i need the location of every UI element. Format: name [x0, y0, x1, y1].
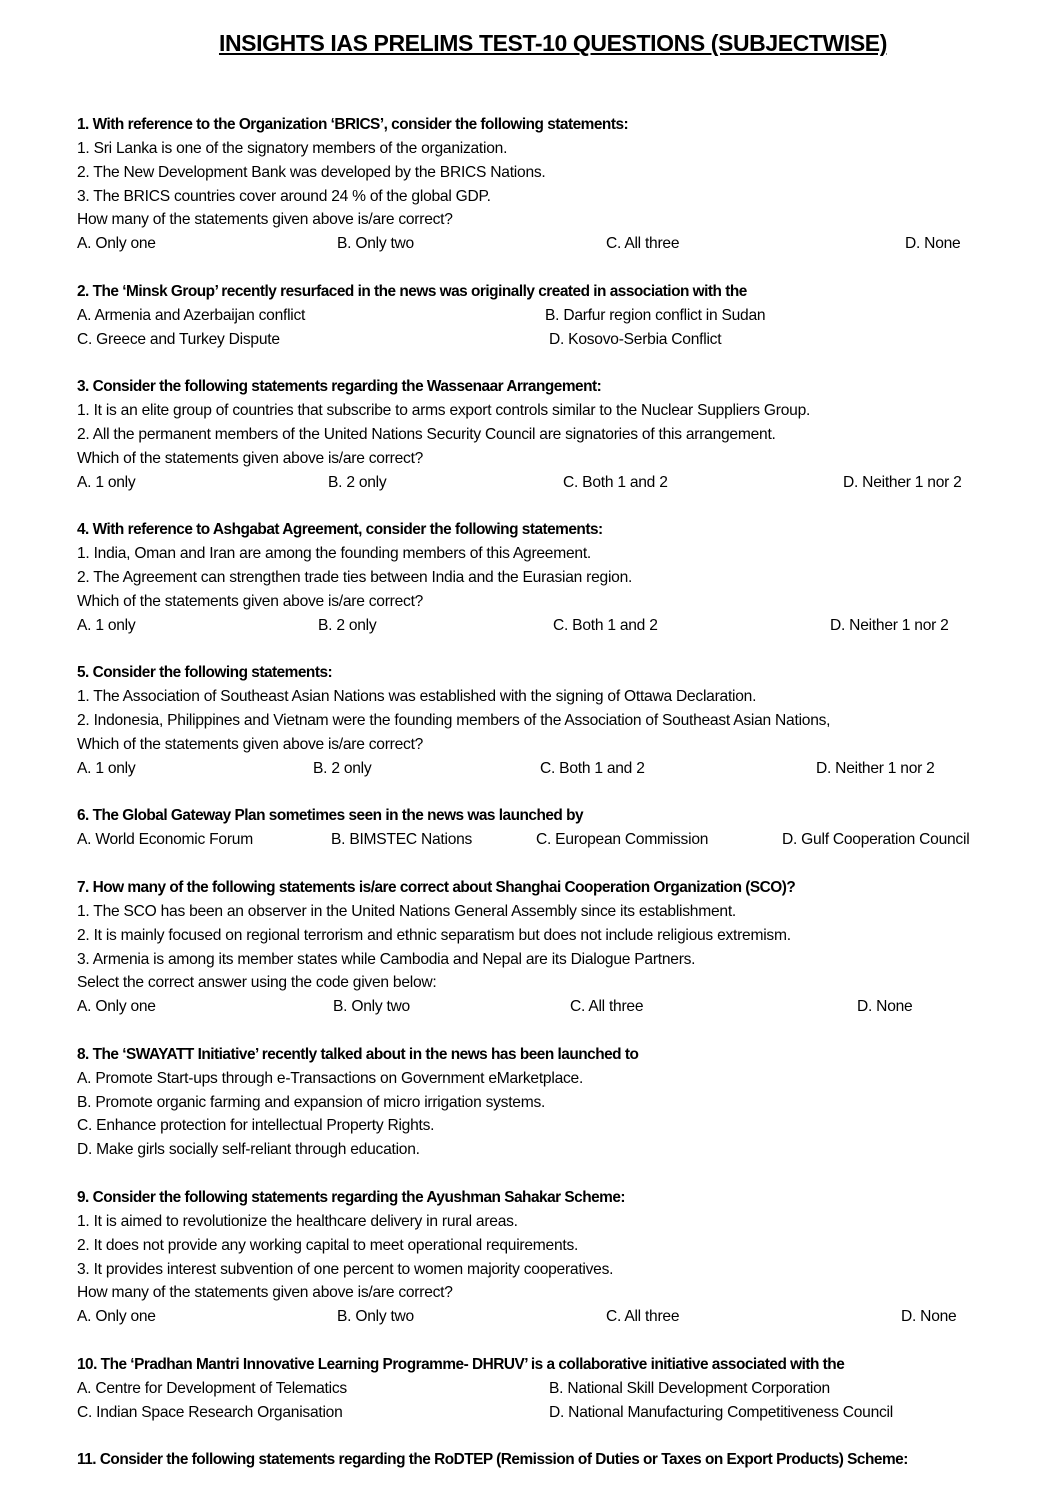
answer-option: B. Only two: [333, 998, 410, 1016]
question-title: 7. How many of the following statements is/are correct about Shanghai Cooperation Organization (SCO)?: [77, 879, 796, 896]
question-block: [77, 518, 1037, 637]
question-statement: 2. The New Development Bank was developed by the BRICS Nations.: [77, 163, 546, 181]
options-row: [77, 1138, 1037, 1162]
answer-option: D. None: [905, 235, 961, 253]
answer-option: A. 1 only: [77, 759, 136, 777]
options-row: [77, 304, 1037, 328]
answer-option: B. Promote organic farming and expansion of micro irrigation systems.: [77, 1093, 546, 1111]
options-row: [77, 1091, 1037, 1115]
answer-option: A. Only one: [77, 998, 156, 1016]
options-row: [77, 614, 1037, 638]
answer-option: C. Both 1 and 2: [553, 616, 658, 634]
question-title: 10. The ‘Pradhan Mantri Innovative Learning Programme- DHRUV’ is a collaborative initiative associated with the: [77, 1355, 845, 1373]
answer-option: A. Only one: [77, 1308, 156, 1326]
question-statement: 3. It provides interest subvention of one percent to women majority cooperatives.: [77, 1260, 614, 1278]
question-title: 9. Consider the following statements regarding the Ayushman Sahakar Scheme:: [77, 1188, 626, 1206]
question-statement: 2. Indonesia, Philippines and Vietnam were the founding members of the Association of Southeast Asian Nations,: [77, 712, 831, 730]
question-statement: 2. All the permanent members of the United Nations Security Council are signatories of this arrangement.: [77, 425, 776, 443]
question-title: 11. Consider the following statements regarding the RoDTEP (Remission of Duties or Taxes on Export Products) Scheme:: [77, 1451, 908, 1469]
answer-option: D. Kosovo-Serbia Conflict: [549, 330, 722, 348]
answer-option: C. European Commission: [536, 831, 709, 849]
question-block: [77, 1353, 1037, 1425]
question-statement: Which of the statements given above is/are correct?: [77, 735, 424, 753]
answer-option: A. World Economic Forum: [77, 831, 253, 849]
answer-option: C. All three: [606, 235, 680, 253]
document-title: INSIGHTS IAS PRELIMS TEST-10 QUESTIONS (SUBJECTWISE): [218, 30, 887, 56]
answer-option: B. Darfur region conflict in Sudan: [545, 306, 766, 324]
answer-option: B. National Skill Development Corporation: [549, 1379, 830, 1397]
answer-option: D. National Manufacturing Competitiveness Council: [549, 1403, 893, 1421]
options-row: [77, 1401, 1037, 1425]
question-block: [77, 1043, 1037, 1162]
question-title: 3. Consider the following statements regarding the Wassenaar Arrangement:: [77, 378, 602, 396]
options-row: [77, 1114, 1037, 1138]
question-block: [77, 1448, 1037, 1472]
question-title: 8. The ‘SWAYATT Initiative’ recently talked about in the news has been launched to: [77, 1045, 639, 1063]
answer-option: D. Neither 1 nor 2: [843, 473, 962, 491]
question-statement: Which of the statements given above is/are correct?: [77, 592, 424, 610]
answer-option: C. Greece and Turkey Dispute: [77, 330, 280, 348]
question-title: 4. With reference to Ashgabat Agreement, consider the following statements:: [77, 521, 603, 539]
question-statement: 3. The BRICS countries cover around 24 % of the global GDP.: [77, 187, 491, 205]
answer-option: A. 1 only: [77, 616, 136, 634]
question-statement: Which of the statements given above is/are correct?: [77, 449, 424, 467]
answer-option: B. 2 only: [313, 759, 372, 777]
options-row: [77, 1067, 1037, 1091]
question-title: 2. The ‘Minsk Group’ recently resurfaced in the news was originally created in association with the: [77, 282, 747, 300]
question-statement: 2. The Agreement can strengthen trade ties between India and the Eurasian region.: [77, 569, 633, 587]
answer-option: A. Promote Start-ups through e-Transactions on Government eMarketplace.: [77, 1069, 584, 1087]
question-title: 6. The Global Gateway Plan sometimes seen in the news was launched by: [77, 807, 584, 825]
answer-option: C. Enhance protection for intellectual Property Rights.: [77, 1117, 435, 1135]
question-block: [77, 375, 1037, 494]
question-statement: How many of the statements given above is/are correct?: [77, 211, 453, 229]
question-list: [77, 113, 1037, 1496]
question-statement: Select the correct answer using the code given below:: [77, 974, 437, 992]
answer-option: D. None: [901, 1308, 957, 1326]
options-row: [77, 232, 1037, 256]
question-block: [77, 1186, 1037, 1329]
question-statement: 1. Sri Lanka is one of the signatory members of the organization.: [77, 139, 508, 157]
question-block: [77, 876, 1037, 1019]
options-row: [77, 828, 1037, 852]
question-statement: 2. It does not provide any working capital to meet operational requirements.: [77, 1236, 579, 1254]
question-statement: 1. The Association of Southeast Asian Nations was established with the signing of Ottawa Declaration.: [77, 688, 757, 706]
options-row: [77, 471, 1037, 495]
answer-option: B. 2 only: [328, 473, 387, 491]
answer-option: A. Only one: [77, 235, 156, 253]
answer-option: D. None: [857, 998, 913, 1016]
answer-option: B. BIMSTEC Nations: [331, 831, 473, 849]
options-row: [77, 328, 1037, 352]
answer-option: D. Neither 1 nor 2: [816, 759, 935, 777]
options-row: [77, 1377, 1037, 1401]
question-statement: 1. The SCO has been an observer in the United Nations General Assembly since its establishment.: [77, 902, 736, 920]
answer-option: B. Only two: [337, 235, 414, 253]
question-block: [77, 280, 1037, 352]
question-statement: 1. India, Oman and Iran are among the founding members of this Agreement.: [77, 545, 591, 563]
answer-option: C. Indian Space Research Organisation: [77, 1403, 343, 1421]
answer-option: D. Gulf Cooperation Council: [782, 831, 970, 849]
question-block: [77, 804, 1037, 852]
answer-option: B. Only two: [337, 1308, 414, 1326]
question-statement: 1. It is an elite group of countries that subscribe to arms export controls similar to the Nuclear Suppliers Group.: [77, 402, 811, 420]
answer-option: A. 1 only: [77, 473, 136, 491]
options-row: [77, 995, 1037, 1019]
options-row: [77, 1305, 1037, 1329]
question-statement: 2. It is mainly focused on regional terrorism and ethnic separatism but does not include religious extremism.: [77, 926, 791, 944]
question-block: [77, 113, 1037, 256]
answer-option: D. Neither 1 nor 2: [830, 616, 949, 634]
answer-option: C. Both 1 and 2: [563, 473, 668, 491]
question-title: 1. With reference to the Organization ‘BRICS’, consider the following statements:: [77, 116, 629, 133]
answer-option: D. Make girls socially self-reliant through education.: [77, 1141, 420, 1159]
options-row: [77, 757, 1037, 781]
answer-option: A. Armenia and Azerbaijan conflict: [77, 306, 306, 324]
question-statement: 3. Armenia is among its member states while Cambodia and Nepal are its Dialogue Partners.: [77, 950, 696, 968]
answer-option: C. All three: [606, 1308, 680, 1326]
question-title: 5. Consider the following statements:: [77, 664, 333, 682]
answer-option: C. Both 1 and 2: [540, 759, 645, 777]
answer-option: B. 2 only: [318, 616, 377, 634]
answer-option: C. All three: [570, 998, 644, 1016]
question-block: [77, 661, 1037, 780]
question-statement: How many of the statements given above is/are correct?: [77, 1284, 453, 1302]
question-statement: 1. It is aimed to revolutionize the healthcare delivery in rural areas.: [77, 1212, 518, 1230]
answer-option: A. Centre for Development of Telematics: [77, 1379, 347, 1397]
